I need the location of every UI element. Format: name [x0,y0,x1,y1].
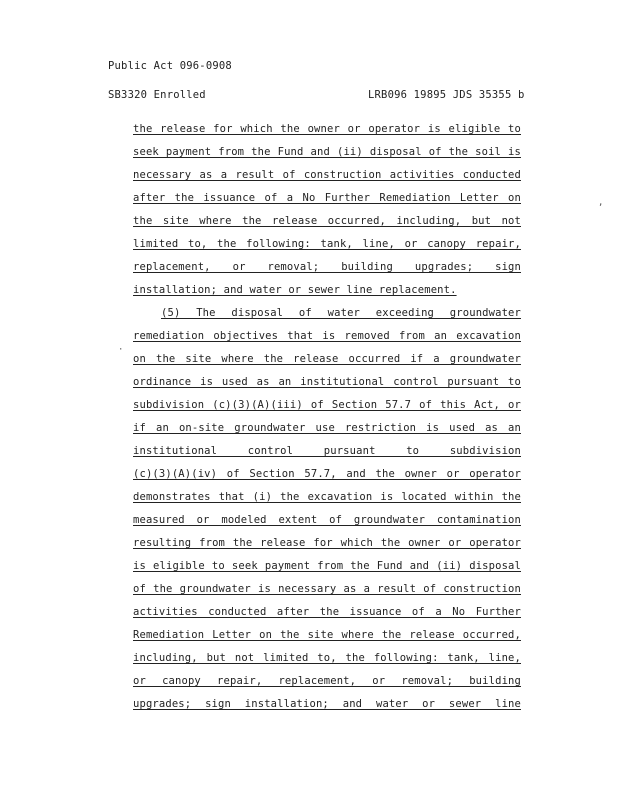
body-line: replacement, or removal; building upgrades; sign [133,261,521,273]
body-line: the site where the release occurred, including, but not [133,215,521,227]
body-line: upgrades; sign installation; and water or sewer line [133,698,521,710]
body-line: seek payment from the Fund and (ii) disposal of the soil is [133,146,521,158]
body-line: the release for which the owner or operator is eligible to [133,123,521,135]
body-line: resulting from the release for which the owner or operator [133,537,521,549]
body-line: installation; and water or sewer line replacement. [133,284,457,296]
body-line: demonstrates that (i) the excavation is located within the [133,491,521,503]
public-act-number: Public Act 096-0908 [108,60,232,72]
body-line: Remediation Letter on the site where the release occurred, [133,629,521,641]
scan-speck: · [118,345,124,355]
body-line: (c)(3)(A)(iv) of Section 57.7, and the owner or operator [133,468,521,480]
body-line: (5) The disposal of water exceeding groundwater [161,307,521,319]
body-line: ordinance is used as an institutional control pursuant to [133,376,521,388]
body-line: if an on-site groundwater use restriction is used as an [133,422,521,434]
body-line: institutional control pursuant to subdivision [133,445,521,457]
body-line: after the issuance of a No Further Remediation Letter on [133,192,521,204]
body-line: measured or modeled extent of groundwater contamination [133,514,521,526]
body-line: remediation objectives that is removed from an excavation [133,330,521,342]
body-line: subdivision (c)(3)(A)(iii) of Section 57.7 of this Act, or [133,399,521,411]
bill-number: SB3320 Enrolled [108,89,206,101]
lrb-number: LRB096 19895 JDS 35355 b [368,89,525,101]
body-line: is eligible to seek payment from the Fund and (ii) disposal [133,560,521,572]
body-line: of the groundwater is necessary as a result of construction [133,583,521,595]
body-line: necessary as a result of construction activities conducted [133,169,521,181]
body-line: or canopy repair, replacement, or removal; building [133,675,521,687]
body-line: on the site where the release occurred if a groundwater [133,353,521,365]
body-line: activities conducted after the issuance of a No Further [133,606,521,618]
body-line: limited to, the following: tank, line, or canopy repair, [133,238,521,250]
scan-speck: , [598,198,604,208]
body-line: including, but not limited to, the following: tank, line, [133,652,521,664]
